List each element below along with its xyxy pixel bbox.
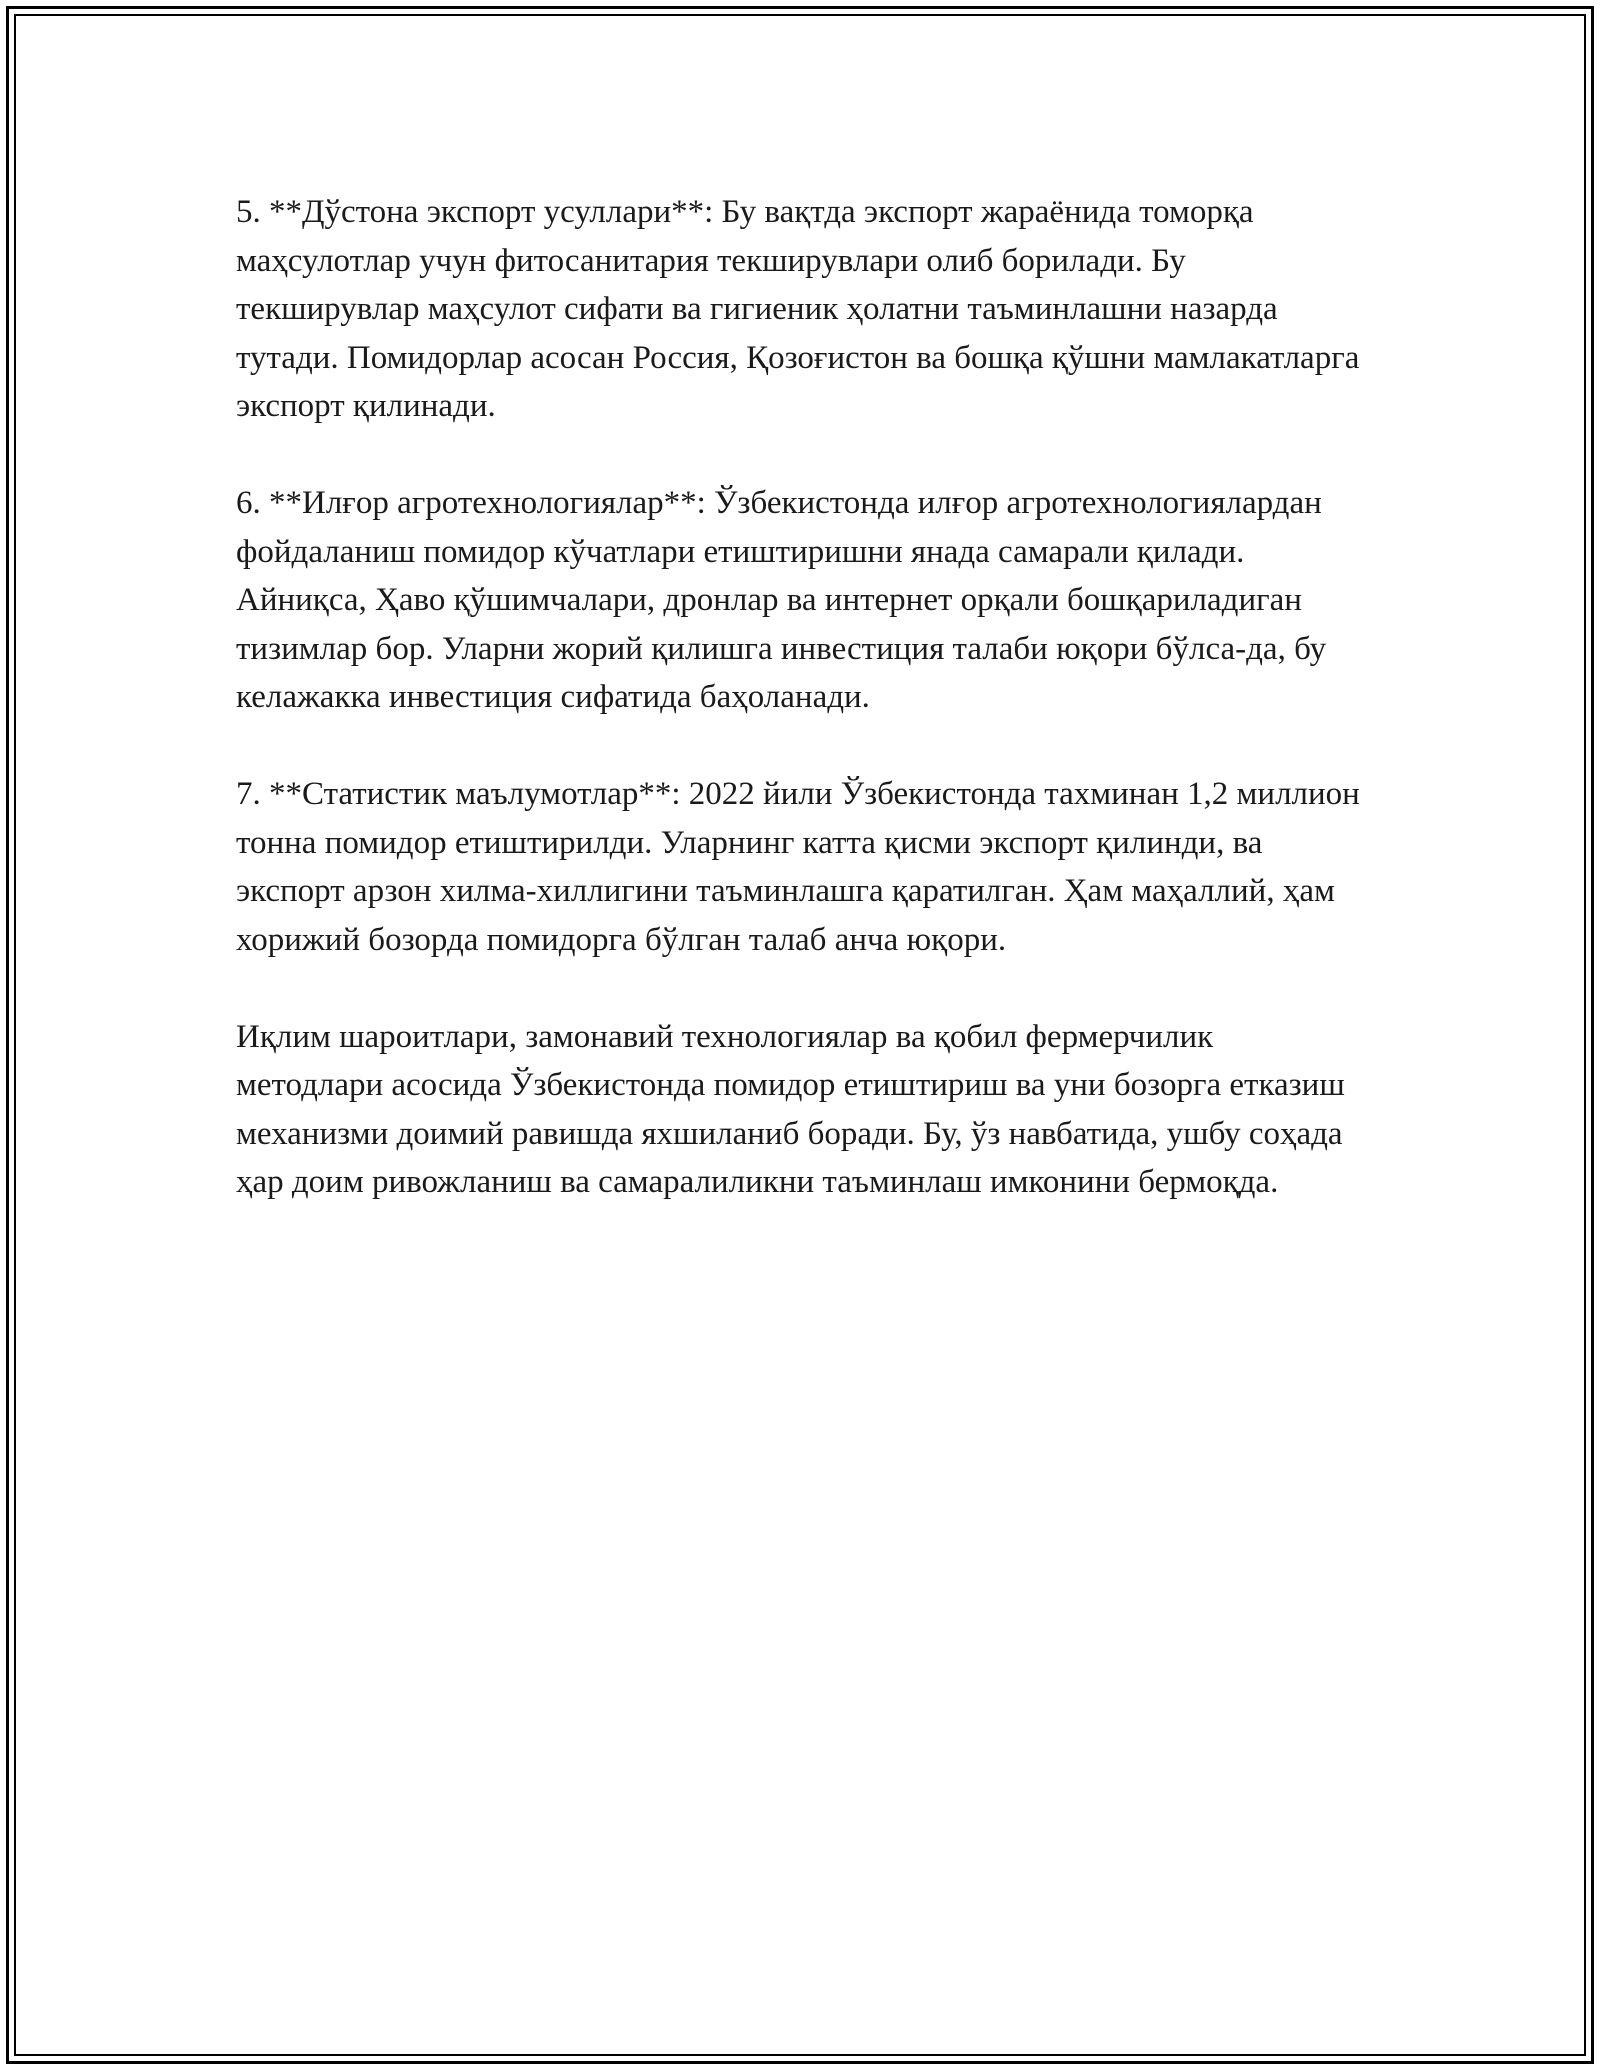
paragraph-conclusion: Иқлим шароитлари, замонавий технологиялар ва қобил фермерчилик методлари асосида Ўзбекистонда помидор етиштириш ва уни бозорга етказиш механизми доимий равишда яхшиланиб боради. Бу, ўз навбатида, ушбу соҳада ҳар доим ривожланиш ва самаралиликни таъминлаш имконини бермоқда.	[236, 1018, 1345, 1200]
paragraph-statistics: 7. **Статистик маълумотлар**: 2022 йили Ўзбекистонда тахминан 1,2 миллион тонна помидор етиштирилди. Уларнинг катта қисми экспорт қилинди, ва экспорт арзон хилма-хиллигини таъминлашга қаратилган. Ҳам маҳаллий, ҳам хорижий бозорда помидорга бўлган талаб анча юқори.	[236, 776, 1360, 958]
paragraph-export-methods: 5. **Дўстона экспорт усуллари**: Бу вақтда экспорт жараёнида томорқа маҳсулотлар учун фитосанитария текширувлари олиб борилади. Бу текширувлар маҳсулот сифати ва гигиеник ҳолатни таъминлашни назарда тутади. Помидорлар асосан Россия, Қозоғистон ва бошқа қўшни мамлакатларга экспорт қилинади.	[236, 194, 1360, 424]
paragraph-agrotechnologies: 6. **Илғор агротехнологиялар**: Ўзбекистонда илғор агротехнологиялардан фойдаланиш помидор кўчатлари етиштиришни янада самарали қилади. Айниқса, Ҳаво қўшимчалари, дронлар ва интернет орқали бошқариладиган тизимлар бор. Уларни жорий қилишга инвестиция талаби юқори бўлса-да, бу келажакка инвестиция сифатида баҳоланади.	[236, 485, 1327, 715]
document-body	[236, 188, 1366, 1207]
